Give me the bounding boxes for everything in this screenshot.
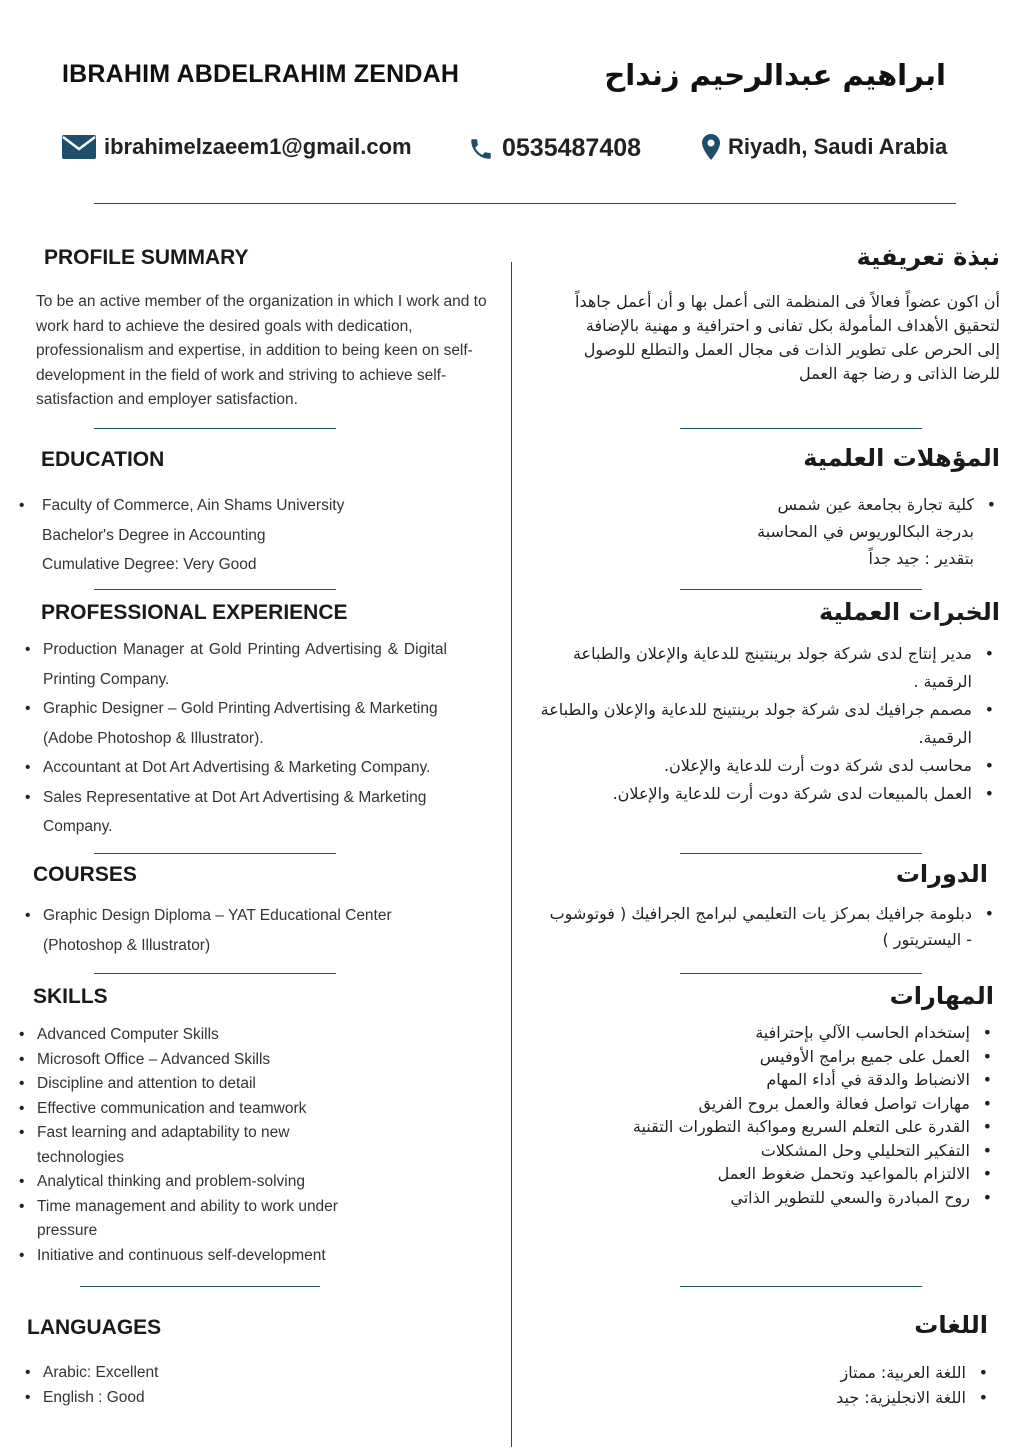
phone-icon (468, 136, 494, 162)
experience-list-en (25, 635, 447, 842)
education-list-en (19, 491, 489, 580)
divider-left (94, 589, 336, 590)
list-item: • دبلومة جرافيك بمركز يات التعليمي لبرامج الجرافيك ( فوتوشوب - اليستريتور ) (544, 901, 994, 953)
languages-title-ar: اللغات (914, 1311, 988, 1339)
divider-right (680, 1286, 922, 1287)
skills-list-en (19, 1023, 379, 1268)
list-item: • Graphic Designer – Gold Printing Advertising & Marketing (Adobe Photoshop & Illustrator). (25, 694, 447, 753)
list-item: • العمل على جميع برامج الأوفيس (532, 1045, 992, 1069)
courses-list-ar (544, 901, 994, 953)
list-item: • اللغة العربية: ممتاز (688, 1360, 988, 1385)
list-item: • محاسب لدى شركة دوت أرت للدعاية والإعلان. (524, 752, 994, 780)
divider-right (680, 589, 922, 590)
education-title-ar: المؤهلات العلمية (803, 444, 1000, 472)
name-arabic: ابراهيم عبدالرحيم زنداح (604, 58, 946, 92)
phone-text[interactable]: 0535487408 (502, 134, 642, 162)
list-item: • Faculty of Commerce, Ain Shams University Bachelor's Degree in Accounting Cumulative Degree: Very Good (19, 491, 489, 580)
languages-list-en (25, 1360, 325, 1410)
divider-left (94, 853, 336, 854)
profile-text-ar: أن اكون عضواً فعالاً فى المنظمة التى أعمل بها و أن أعمل جاهداً لتحقيق الأهداف المأمولة بكل تفانى و احترافية و مهنية بالإضافة إلى الحرص على تطوير الذات فى مجال العمل والتطلع للوصول للرضا الذاتى و رضا جهة العمل (574, 292, 1000, 383)
languages-title-en: LANGUAGES (27, 1316, 162, 1339)
list-item: • مهارات تواصل فعالة والعمل بروح الفريق (532, 1092, 992, 1116)
list-item: • Sales Representative at Dot Art Advertising & Marketing Company. (25, 783, 447, 842)
list-item: • Arabic: Excellent (25, 1360, 325, 1385)
header-divider (94, 203, 956, 204)
experience-title-en: PROFESSIONAL EXPERIENCE (41, 601, 348, 624)
list-item: • اللغة الانجليزية: جيد (688, 1385, 988, 1410)
list-item: • Advanced Computer Skills (19, 1023, 379, 1048)
list-item: • التفكير التحليلي وحل المشكلات (532, 1139, 992, 1163)
list-item: • Production Manager at Gold Printing Advertising & Digital Printing Company. (25, 635, 447, 694)
divider-right (680, 853, 922, 854)
divider-left (94, 973, 336, 974)
experience-list-ar (524, 640, 994, 808)
list-item: • الالتزام بالمواعيد وتحمل ضغوط العمل (532, 1162, 992, 1186)
divider-right (680, 973, 922, 974)
list-item: • كلية تجارة بجامعة عين شمس بدرجة البكالوريوس في المحاسبة بتقدير : جيد جداً (556, 491, 996, 572)
list-item: • الانضباط والدقة في أداء المهام (532, 1068, 992, 1092)
divider-left (80, 1286, 320, 1287)
list-item: • Discipline and attention to detail (19, 1072, 379, 1097)
list-item: • مصمم جرافيك لدى شركة جولد برينتينج للدعاية والإعلان والطباعة الرقمية. (524, 696, 994, 752)
languages-list-ar (688, 1360, 988, 1410)
skills-list-ar (532, 1021, 992, 1209)
list-item: • العمل بالمبيعات لدى شركة دوت أرت للدعاية والإعلان. (524, 780, 994, 808)
email-contact[interactable] (62, 134, 412, 160)
phone-contact[interactable] (468, 134, 641, 163)
list-item: • Microsoft Office – Advanced Skills (19, 1048, 379, 1073)
location-contact (702, 134, 947, 160)
list-item: • Fast learning and adaptability to new technologies (19, 1121, 379, 1170)
location-text: Riyadh, Saudi Arabia (728, 134, 948, 159)
list-item: • Analytical thinking and problem-solving (19, 1170, 379, 1195)
list-item: • Initiative and continuous self-development (19, 1244, 379, 1269)
profile-title-en: PROFILE SUMMARY (44, 246, 249, 269)
list-item: • روح المبادرة والسعي للتطوير الذاتي (532, 1186, 992, 1210)
list-item: • English : Good (25, 1385, 325, 1410)
list-item: • Graphic Design Diploma – YAT Educational Center (Photoshop & Illustrator) (25, 901, 425, 960)
skills-title-en: SKILLS (33, 985, 108, 1008)
email-text[interactable]: ibrahimelzaeem1@gmail.com (104, 134, 412, 159)
name-english: IBRAHIM ABDELRAHIM ZENDAH (62, 60, 460, 88)
courses-title-en: COURSES (33, 863, 137, 886)
profile-title-ar: نبذة تعريفية (856, 243, 1000, 271)
skills-title-ar: المهارات (889, 982, 994, 1010)
list-item: • Effective communication and teamwork (19, 1097, 379, 1122)
list-item: • القدرة على التعلم السريع ومواكبة التطورات التقنية (532, 1115, 992, 1139)
courses-list-en (25, 901, 425, 960)
column-divider (511, 262, 512, 1447)
education-title-en: EDUCATION (41, 448, 165, 471)
experience-title-ar: الخبرات العملية (819, 598, 1000, 626)
envelope-icon (62, 135, 96, 159)
list-item: • مدير إنتاج لدى شركة جولد برينتينج للدعاية والإعلان والطباعة الرقمية . (524, 640, 994, 696)
list-item: • Accountant at Dot Art Advertising & Marketing Company. (25, 753, 447, 783)
divider-right (680, 428, 922, 429)
location-pin-icon (702, 134, 720, 160)
list-item: • Time management and ability to work under pressure (19, 1195, 379, 1244)
profile-text-en: To be an active member of the organization in which I work and to work hard to achieve the desired goals with dedication, professionalism and expertise, in addition to being keen on self-development in the field of work and striving to achieve self-satisfaction and employer satisfaction. (36, 293, 487, 408)
education-list-ar (556, 491, 996, 572)
divider-left (94, 428, 336, 429)
courses-title-ar: الدورات (895, 860, 988, 888)
list-item: • إستخدام الحاسب الآلي بإحترافية (532, 1021, 992, 1045)
